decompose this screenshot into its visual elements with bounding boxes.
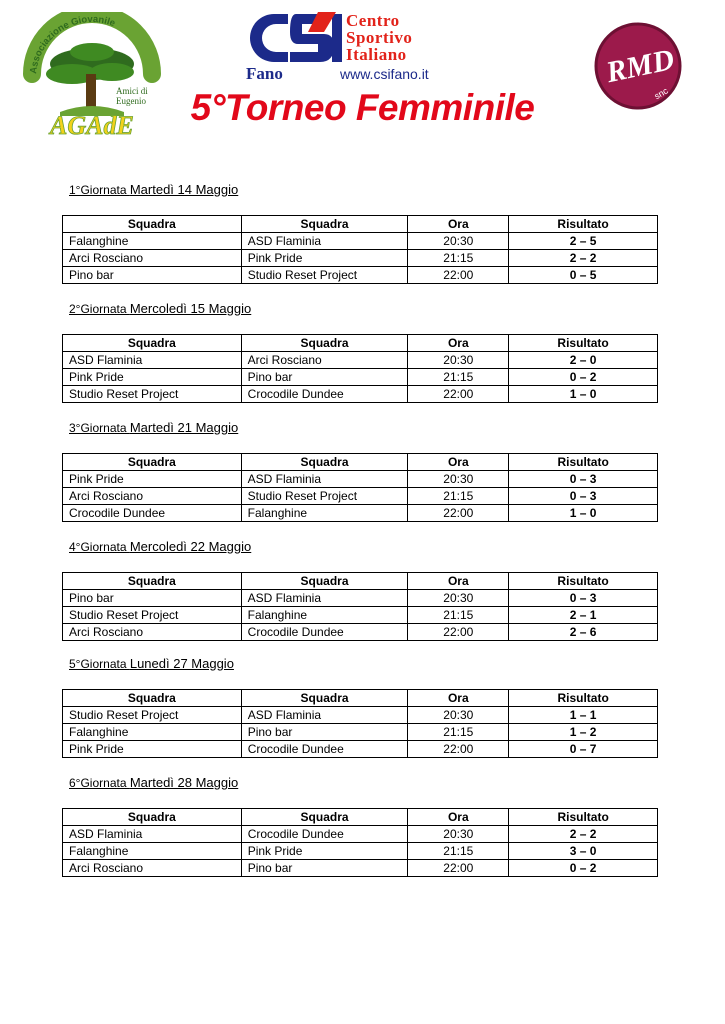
result-cell: 0 – 3 [509, 590, 658, 607]
table-row [63, 624, 658, 641]
time-cell: 22:00 [408, 267, 509, 284]
schedule-table [62, 572, 658, 641]
away-team-cell: ASD Flaminia [241, 233, 408, 250]
home-team-cell: Arci Rosciano [63, 624, 242, 641]
result-header: Risultato [509, 690, 658, 707]
home-team-header: Squadra [63, 216, 242, 233]
round-label: 2°Giornata [69, 302, 130, 316]
page-title: 5°Torneo Femminile [190, 87, 535, 128]
away-team-cell: Crocodile Dundee [241, 386, 408, 403]
csi-city: Fano [246, 64, 283, 83]
home-team-cell: Pino bar [63, 267, 242, 284]
table-header-row [63, 335, 658, 352]
time-header: Ora [408, 573, 509, 590]
home-team-header: Squadra [63, 690, 242, 707]
away-team-header: Squadra [241, 454, 408, 471]
home-team-cell: ASD Flaminia [63, 826, 242, 843]
away-team-cell: ASD Flaminia [241, 471, 408, 488]
result-header: Risultato [509, 573, 658, 590]
time-header: Ora [408, 690, 509, 707]
home-team-cell: Falanghine [63, 724, 242, 741]
round-label: 1°Giornata [69, 183, 130, 197]
result-cell: 2 – 2 [509, 250, 658, 267]
result-cell: 0 – 5 [509, 267, 658, 284]
away-team-cell: Arci Rosciano [241, 352, 408, 369]
svg-text:Eugenio: Eugenio [116, 96, 146, 106]
round-label: 6°Giornata [69, 776, 130, 790]
home-team-cell: Pink Pride [63, 369, 242, 386]
result-header: Risultato [509, 809, 658, 826]
time-cell: 22:00 [408, 505, 509, 522]
round-title [69, 301, 251, 317]
round-title [69, 775, 238, 791]
svg-text:AGAdE: AGAdE [50, 111, 134, 140]
away-team-cell: Pink Pride [241, 250, 408, 267]
result-cell: 0 – 2 [509, 369, 658, 386]
away-team-header: Squadra [241, 573, 408, 590]
home-team-cell: Arci Rosciano [63, 250, 242, 267]
away-team-cell: ASD Flaminia [241, 590, 408, 607]
away-team-cell: Pink Pride [241, 843, 408, 860]
time-header: Ora [408, 454, 509, 471]
time-cell: 20:30 [408, 707, 509, 724]
table-row [63, 843, 658, 860]
schedule-table [62, 334, 658, 403]
result-cell: 1 – 0 [509, 386, 658, 403]
time-cell: 20:30 [408, 590, 509, 607]
table-row [63, 386, 658, 403]
svg-text:Amici di: Amici di [116, 86, 148, 96]
table-row [63, 707, 658, 724]
time-header: Ora [408, 335, 509, 352]
time-header: Ora [408, 809, 509, 826]
home-team-header: Squadra [63, 335, 242, 352]
time-cell: 22:00 [408, 741, 509, 758]
table-row [63, 860, 658, 877]
home-team-cell: Arci Rosciano [63, 488, 242, 505]
result-cell: 1 – 0 [509, 505, 658, 522]
time-cell: 22:00 [408, 624, 509, 641]
home-team-cell: Studio Reset Project [63, 386, 242, 403]
home-team-cell: Studio Reset Project [63, 607, 242, 624]
table-row [63, 267, 658, 284]
home-team-header: Squadra [63, 454, 242, 471]
csi-mark-icon [244, 10, 344, 66]
home-team-cell: Pino bar [63, 590, 242, 607]
home-team-cell: Studio Reset Project [63, 707, 242, 724]
csi-url-link[interactable]: www.csifano.it [340, 66, 429, 82]
away-team-header: Squadra [241, 809, 408, 826]
away-team-header: Squadra [241, 335, 408, 352]
schedule-table [62, 689, 658, 758]
time-header: Ora [408, 216, 509, 233]
home-team-cell: Arci Rosciano [63, 860, 242, 877]
result-cell: 2 – 2 [509, 826, 658, 843]
home-team-cell: Falanghine [63, 233, 242, 250]
result-header: Risultato [509, 454, 658, 471]
home-team-header: Squadra [63, 573, 242, 590]
result-cell: 0 – 2 [509, 860, 658, 877]
away-team-cell: Studio Reset Project [241, 267, 408, 284]
away-team-cell: Falanghine [241, 505, 408, 522]
time-cell: 21:15 [408, 488, 509, 505]
round-title [69, 182, 238, 198]
agade-logo-arc-text: Associazione Giovanile [28, 13, 117, 75]
result-cell: 2 – 1 [509, 607, 658, 624]
round-date: Mercoledì 22 Maggio [129, 539, 252, 554]
svg-text:snc: snc [652, 85, 670, 102]
home-team-cell: Crocodile Dundee [63, 505, 242, 522]
table-row [63, 505, 658, 522]
table-row [63, 352, 658, 369]
away-team-cell: Crocodile Dundee [241, 624, 408, 641]
csi-logo [244, 10, 466, 82]
table-row [63, 471, 658, 488]
round-date: Martedì 14 Maggio [129, 182, 239, 197]
round-label: 5°Giornata [69, 657, 130, 671]
time-cell: 20:30 [408, 233, 509, 250]
round-date: Mercoledì 15 Maggio [129, 301, 252, 316]
home-team-cell: ASD Flaminia [63, 352, 242, 369]
table-header-row [63, 809, 658, 826]
table-row [63, 250, 658, 267]
table-row [63, 369, 658, 386]
home-team-cell: Falanghine [63, 843, 242, 860]
round-title [69, 420, 238, 436]
table-header-row [63, 573, 658, 590]
table-row [63, 724, 658, 741]
schedule-table [62, 453, 658, 522]
csi-line-italiano: Italiano [346, 45, 407, 64]
table-header-row [63, 690, 658, 707]
result-cell: 0 – 3 [509, 471, 658, 488]
table-row [63, 826, 658, 843]
round-date: Lunedì 27 Maggio [129, 656, 234, 671]
round-title [69, 656, 234, 672]
table-row [63, 607, 658, 624]
result-cell: 1 – 2 [509, 724, 658, 741]
away-team-cell: Studio Reset Project [241, 488, 408, 505]
result-cell: 0 – 7 [509, 741, 658, 758]
away-team-cell: Pino bar [241, 860, 408, 877]
result-cell: 2 – 0 [509, 352, 658, 369]
home-team-header: Squadra [63, 809, 242, 826]
result-header: Risultato [509, 335, 658, 352]
home-team-cell: Pink Pride [63, 741, 242, 758]
away-team-cell: Crocodile Dundee [241, 741, 408, 758]
table-row [63, 488, 658, 505]
csi-line-sportivo: Sportivo [346, 28, 413, 47]
svg-text:RMD: RMD [603, 42, 678, 90]
table-header-row [63, 454, 658, 471]
away-team-header: Squadra [241, 216, 408, 233]
time-cell: 21:15 [408, 369, 509, 386]
result-cell: 3 – 0 [509, 843, 658, 860]
time-cell: 20:30 [408, 471, 509, 488]
round-date: Martedì 21 Maggio [129, 420, 239, 435]
result-header: Risultato [509, 216, 658, 233]
away-team-header: Squadra [241, 690, 408, 707]
round-title [69, 539, 251, 555]
table-row [63, 233, 658, 250]
table-header-row [63, 216, 658, 233]
time-cell: 21:15 [408, 250, 509, 267]
away-team-cell: Falanghine [241, 607, 408, 624]
away-team-cell: Crocodile Dundee [241, 826, 408, 843]
round-label: 4°Giornata [69, 540, 130, 554]
csi-line-centro: Centro [346, 11, 400, 30]
result-cell: 2 – 5 [509, 233, 658, 250]
round-label: 3°Giornata [69, 421, 130, 435]
time-cell: 21:15 [408, 843, 509, 860]
time-cell: 21:15 [408, 724, 509, 741]
time-cell: 22:00 [408, 860, 509, 877]
time-cell: 20:30 [408, 352, 509, 369]
time-cell: 20:30 [408, 826, 509, 843]
table-row [63, 590, 658, 607]
time-cell: 21:15 [408, 607, 509, 624]
round-date: Martedì 28 Maggio [129, 775, 239, 790]
result-cell: 1 – 1 [509, 707, 658, 724]
result-cell: 0 – 3 [509, 488, 658, 505]
home-team-cell: Pink Pride [63, 471, 242, 488]
time-cell: 22:00 [408, 386, 509, 403]
away-team-cell: Pino bar [241, 724, 408, 741]
schedule-table [62, 215, 658, 284]
table-row [63, 741, 658, 758]
schedule-table [62, 808, 658, 877]
away-team-cell: Pino bar [241, 369, 408, 386]
result-cell: 2 – 6 [509, 624, 658, 641]
away-team-cell: ASD Flaminia [241, 707, 408, 724]
